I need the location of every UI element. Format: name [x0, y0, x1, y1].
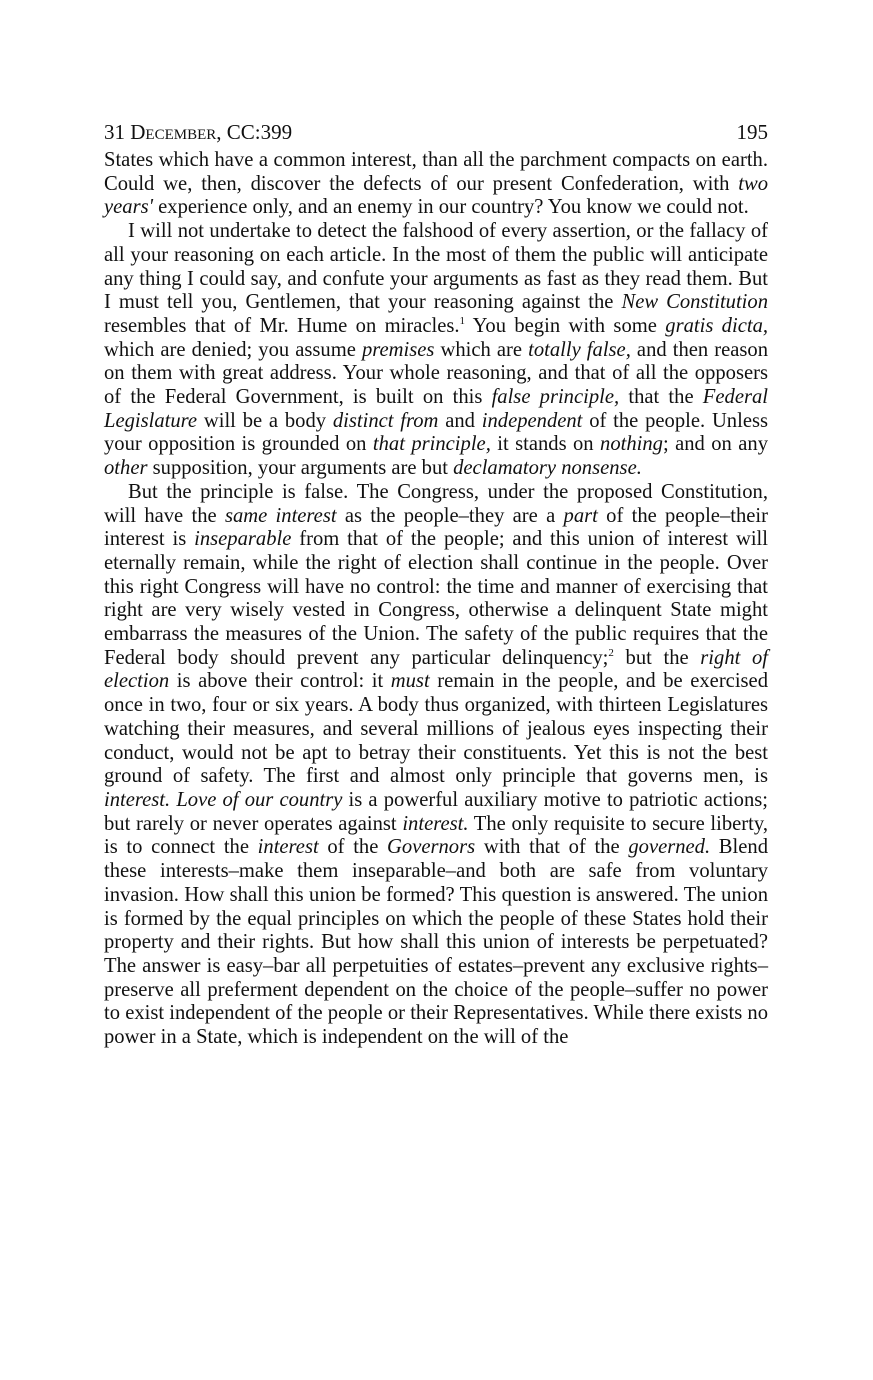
- text-run: supposition, your arguments are but: [147, 457, 454, 480]
- text-run: of the: [318, 836, 388, 859]
- text-run: You begin with some: [465, 314, 666, 337]
- text-run: it stands on: [490, 433, 601, 456]
- text-run: resembles that of Mr. Hume on miracles.: [104, 314, 460, 337]
- text-run: of the people. Unless your opposition is grounded on: [104, 409, 768, 456]
- text-run: that the: [619, 386, 703, 409]
- italic-text: Governors: [387, 836, 476, 859]
- italic-text: interest. Love of our country: [104, 788, 343, 811]
- paragraph: [104, 149, 768, 220]
- running-head-left: [104, 117, 292, 147]
- italic-text: declamatory nonsense.: [453, 457, 642, 480]
- text-run: and then reason on them with great address. Your whole reasoning, and that of all the opposers of the Federal Government, is built on this: [104, 338, 769, 409]
- text-run: which are denied; you assume: [104, 338, 362, 361]
- italic-text: other: [104, 457, 148, 480]
- text-run: States which have a common interest, than all the parchment compacts on earth. Could we, then, discover the defects of our present Confederation, with: [104, 149, 768, 195]
- text-run: but the: [613, 646, 701, 669]
- italic-text: nothing: [600, 433, 663, 456]
- italic-text: distinct from: [332, 409, 439, 432]
- text-run: and: [438, 409, 482, 432]
- document-page: [104, 117, 768, 1050]
- text-run: ; and on any: [662, 433, 768, 456]
- text-run: is a powerful auxiliary motive to patriotic actions; but rarely or never operates against: [104, 788, 768, 835]
- italic-text: two years': [104, 172, 768, 219]
- italic-text: Federal Legislature: [104, 386, 768, 432]
- italic-text: that principle,: [372, 433, 491, 456]
- text-run: from that of the people; and this union of interest will eternally remain, while the right of election shall continue in the people. Over this right Congress will have no control: the time and manner of exercising that right are very wisely vested in Congress, otherwise a delinquent State might embarrass the measures of the Union. The safety of the public requires that the Federal body should prevent any particular delinquency;: [104, 528, 768, 669]
- text-run: with that of the: [475, 836, 629, 859]
- text-run: Blend these interests–make them inseparable–and both are safe from voluntary invasion. How shall this union be formed? This question is answered. The union is formed by the equal principles on which the people of these States hold their property and their rights. But how shall this union of interests be perpetuated? The answer is easy–bar all perpetuities of estates–prevent any exclusive rights–preserve all preferment dependent on the choice of the people–suffer no power to exist independent of the people or their Representatives. While there exists no power in a State, which is independent on the will of the: [104, 836, 768, 1049]
- italic-text: interest: [257, 836, 319, 859]
- italic-text: gratis dicta,: [665, 314, 769, 337]
- text-run: I will not undertake to detect the falshood of every assertion, or the fallacy of all your reasoning on each article. In the most of them the public will anticipate any thing I could say, and confute your arguments as fast as they read them. But I must tell you, Gentlemen, that your reasoning against the: [104, 220, 768, 314]
- italic-text: false principle,: [491, 386, 620, 409]
- text-run: which are: [434, 338, 529, 361]
- document-reference: , CC:399: [216, 120, 293, 144]
- page-number: 195: [736, 120, 768, 144]
- text-run: will be a body: [197, 409, 333, 432]
- italic-text: same interest: [224, 504, 337, 527]
- text-run: as the people–they are a: [336, 504, 564, 527]
- footnote-marker: 1: [459, 314, 466, 327]
- italic-text: must: [390, 670, 430, 693]
- paragraph: [104, 481, 768, 1050]
- text-run: of the people–their interest is: [104, 504, 768, 551]
- text-run: The only requisite to secure liberty, is to connect the: [104, 812, 768, 859]
- footnote-marker: 2: [608, 646, 614, 659]
- running-head: [104, 117, 768, 149]
- italic-text: New Constitution: [621, 291, 768, 314]
- italic-text: interest.: [402, 812, 469, 835]
- text-run: But the principle is false. The Congress, under the proposed Constitution, will have the: [104, 480, 768, 527]
- italic-text: premises: [361, 338, 435, 361]
- italic-text: part: [563, 504, 598, 527]
- italic-text: right of election: [104, 646, 768, 693]
- text-run: remain in the people, and be exercised once in two, four or six years. A body thus organized, with thirteen Legislatures watching their measures, and several millions of jealous eyes inspecting their conduct, would not be apt to betray their constituents. Yet this is not the best ground of safety. The first and almost only principle that governs men, is: [104, 670, 768, 788]
- body-text: [104, 149, 768, 1050]
- date-number: 31: [104, 120, 125, 144]
- text-run: is above their control: it: [169, 670, 391, 693]
- date-month: December: [130, 120, 217, 144]
- italic-text: totally false,: [528, 338, 631, 361]
- italic-text: governed.: [628, 836, 711, 859]
- text-run: experience only, and an enemy in our country? You know we could not.: [153, 196, 749, 219]
- italic-text: independent: [481, 409, 583, 432]
- paragraph: [104, 220, 768, 481]
- italic-text: inseparable: [194, 528, 292, 551]
